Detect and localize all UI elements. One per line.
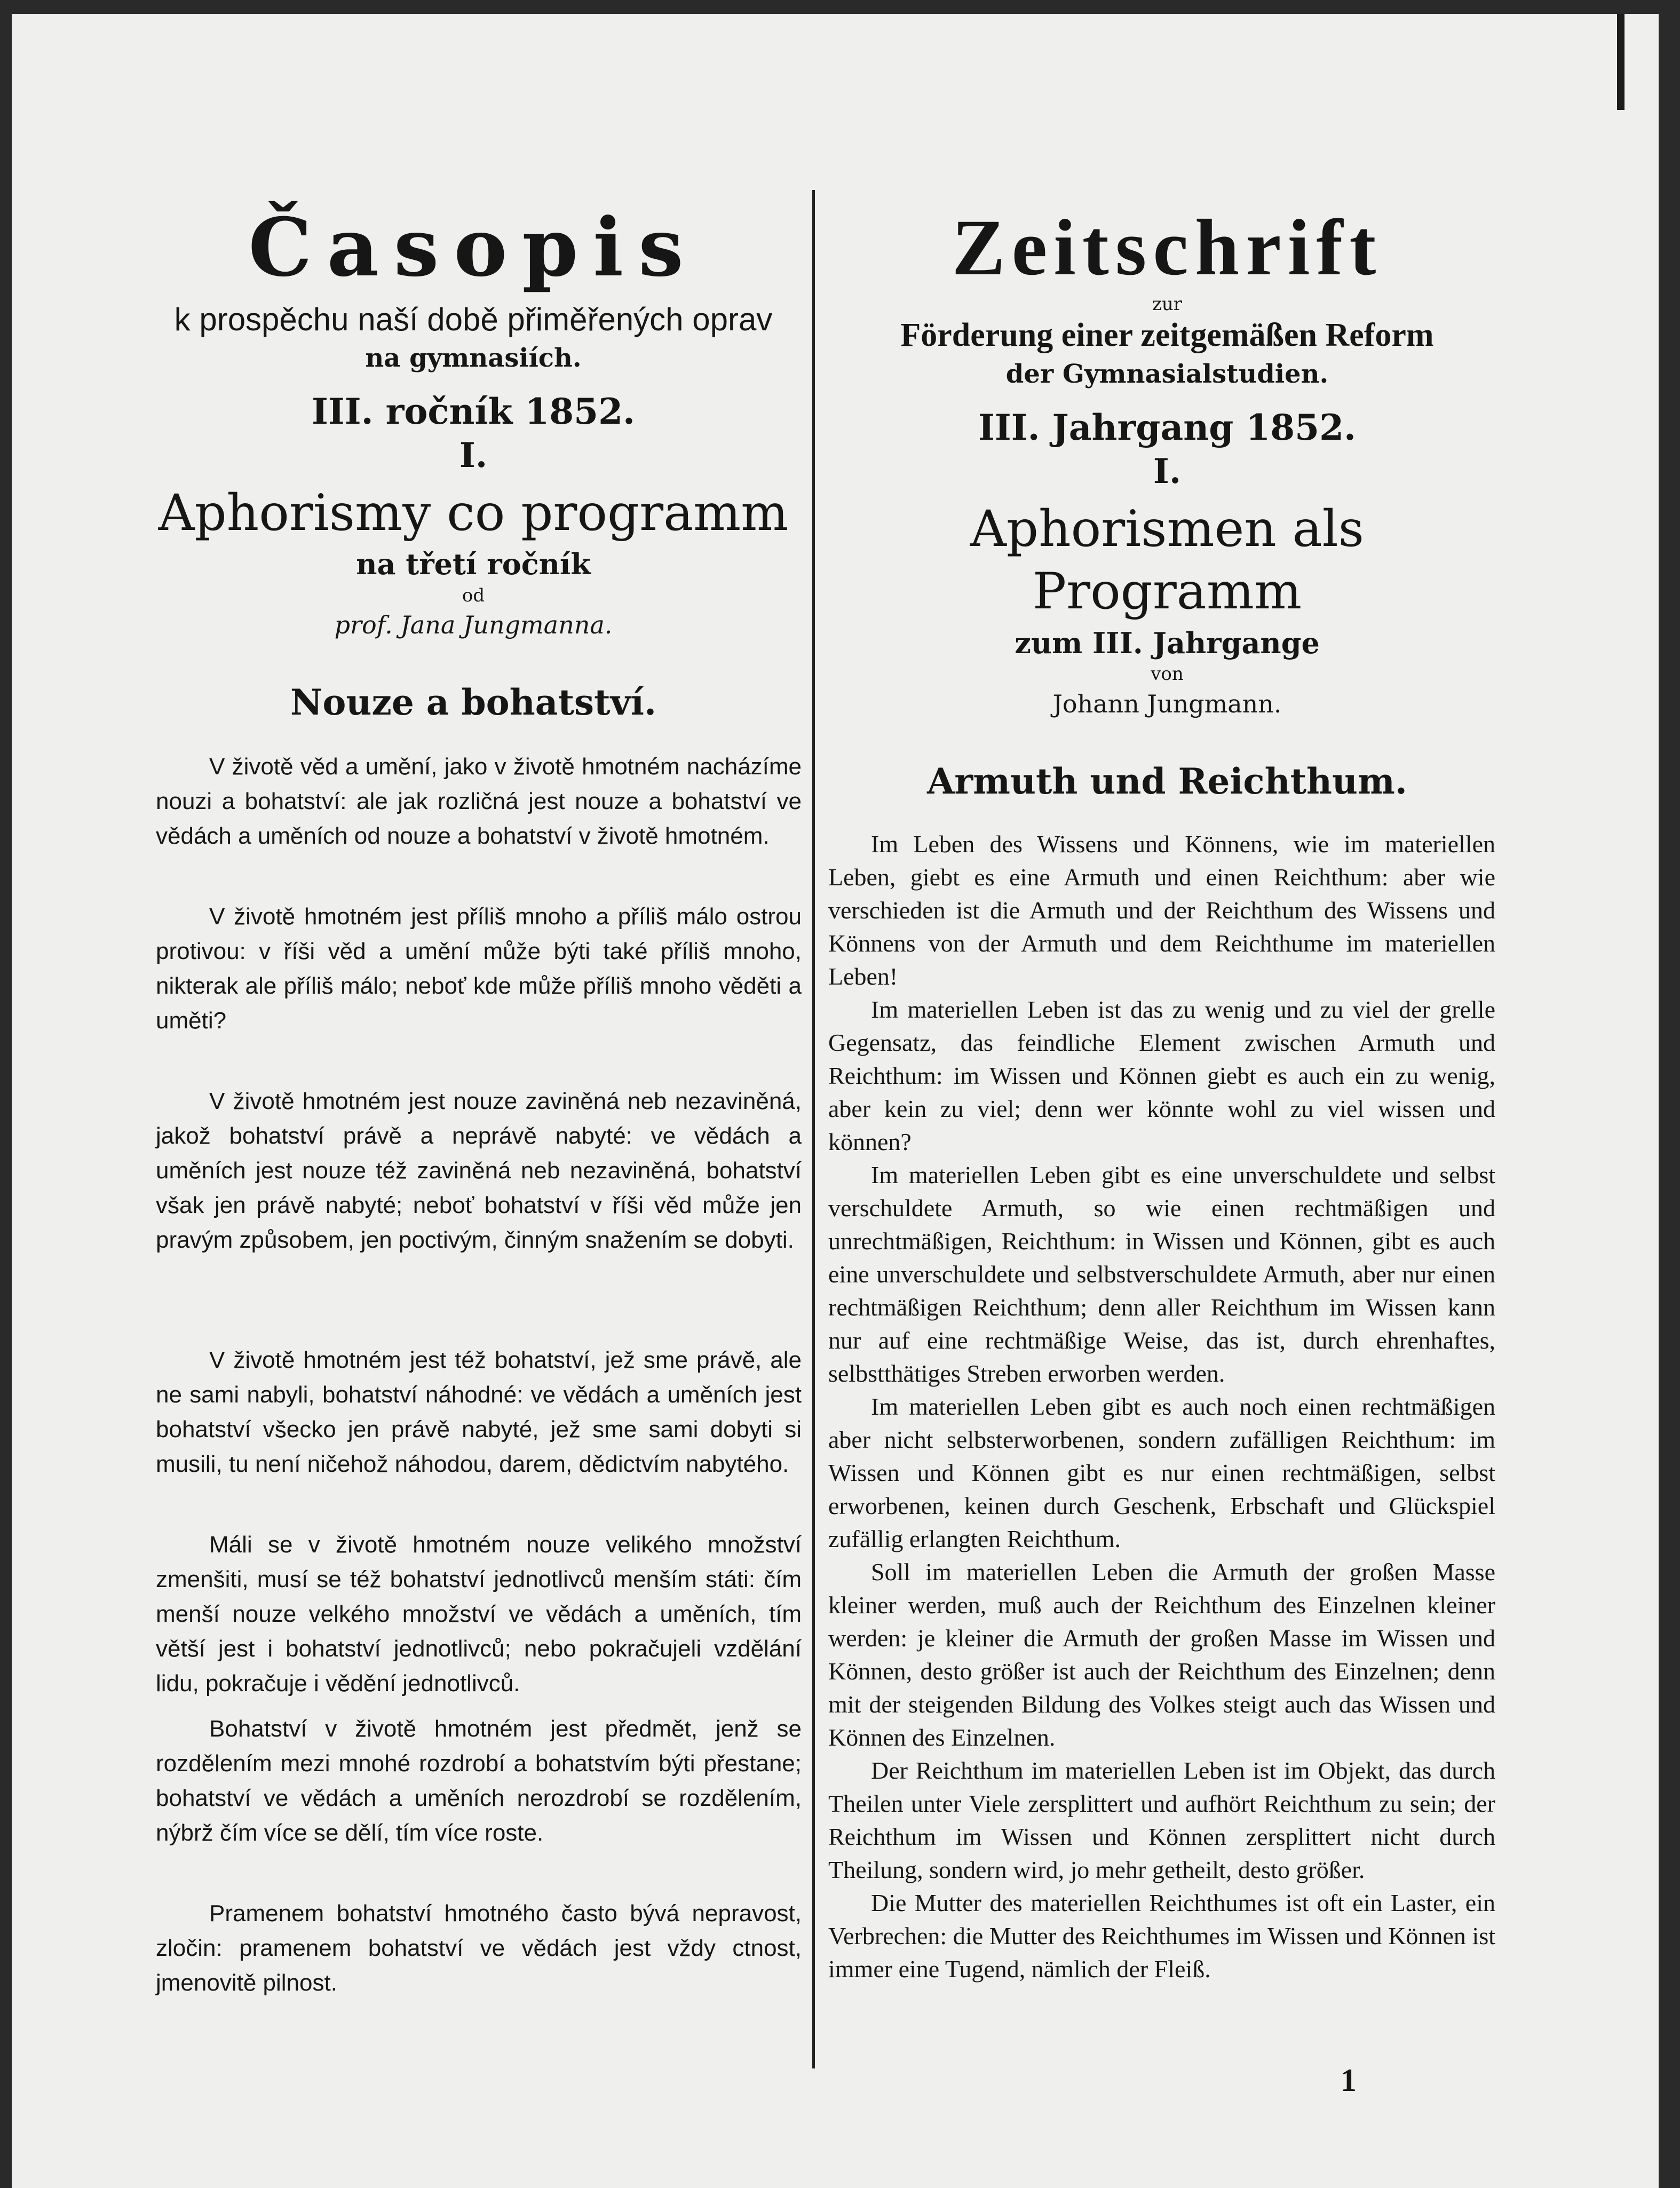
author-czech: prof. Jana Jungmanna. — [334, 611, 613, 640]
page-number: 1 — [1341, 2063, 1357, 2098]
paragraph: V životě hmotném jest nouze zaviněná neb nezaviněná, jakož bohatství právě a neprávě nabyté: ve vědách a uměních jest nouze též zaviněná neb nezaviněná, bohatství však jen právě nabyté; neboť bohatství v říši věd může jen pravým způsobem, jen poctivým, činným snažením se dobyti. — [156, 1088, 802, 1253]
article-title-czech: Aphorismy co programm — [158, 483, 789, 542]
scanned-page — [12, 14, 1659, 2188]
subtitle2-czech: na gymnasiích. — [365, 343, 582, 373]
von-german: von — [1151, 663, 1184, 685]
zur-german: zur — [1152, 293, 1183, 315]
od-czech: od — [462, 584, 485, 606]
section-title-czech: Nouze a bohatství. — [290, 681, 656, 723]
paragraph: Im materiellen Leben ist das zu wenig und zu viel der grelle Gegensatz, das feindliche Element zwischen Armuth und Reichthum: im Wissen und Können giebt es auch ein zu wenig, aber kein zu viel; denn wer könnte wohl zu viel wissen und können? — [828, 996, 1495, 1156]
article-subtitle-german: zum III. Jahrgange — [1015, 625, 1320, 660]
paragraph: Im materiellen Leben gibt es auch noch einen rechtmäßigen aber nicht selbsterworbenen, sondern zufälligen Reichthum: im Wissen und Können gibt es nur einen rechtmäßigen, selbst erworbenen, keinen durch Geschenk, Erbschaft und Glückspiel zufällig erlangten Reichthum. — [828, 1393, 1495, 1553]
german-column — [828, 203, 1506, 1986]
article-number-czech: I. — [459, 435, 488, 475]
volume-german: III. Jahrgang 1852. — [978, 406, 1357, 448]
author-german: Johann Jungmann. — [1052, 689, 1282, 719]
paragraph: Im Leben des Wissens und Könnens, wie im materiellen Leben, giebt es eine Armuth und einen Reichthum: aber wie verschieden ist die Armuth und der Reichthum des Wissens und Könnens von der Armuth und dem Reichthume im materiellen Leben! — [828, 830, 1495, 990]
masthead-german: Zeitschrift — [952, 203, 1383, 292]
paragraph: V životě věd a umění, jako v životě hmotném nacházíme nouzi a bohatství: ale jak rozličná jest nouze a bohatství ve vědách a uměních od nouze a bohatství v životě hmotném. — [156, 753, 802, 849]
paragraph: V životě hmotném jest též bohatství, jež sme právě, ale ne sami nabyli, bohatství náhodné: ve vědách a uměních jest bohatství všecko jen právě nabyté, jež sme sami dobyti si musili, tu není ničehož náhodou, darem, dědictvím nabytého. — [156, 1346, 802, 1477]
paragraph: Im materiellen Leben gibt es eine unverschuldete und selbst verschuldete Armuth, so wie einen rechtmäßigen und unrechtmäßigen, Reichthum: in Wissen und Können, gibt es auch eine unverschuldete und selbstverschuldete Armuth, aber nur einen rechtmäßigen Reichthum; denn aller Reichthum im Wissen kann nur auf eine rechtmäßige Weise, das ist, durch ehrenhaftes, selbstthätiges Streben erworben werden. — [828, 1161, 1495, 1388]
paragraph: Der Reichthum im materiellen Leben ist im Objekt, das durch Theilen unter Viele zersplittert und aufhört Reichthum zu sein; der Reichthum im Wissen und Können zersplittert nicht durch Theilung, sondern wird, jo mehr getheilt, desto größer. — [828, 1757, 1495, 1884]
article-title-german: Aphorismen als Programm — [970, 500, 1364, 621]
paragraph: Pramenem bohatství hmotného často bývá nepravost, zločin: pramenem bohatství ve vědách jest vždy ctnost, jmenovitě pilnost. — [156, 1900, 802, 1996]
paragraph: Bohatství v životě hmotném jest předmět, jenž se rozdělením mezi mnohé rozdrobí a bohatstvím býti přestane; bohatství ve vědách a uměních nerozdrobí se rozdělením, nýbrž čím více se dělí, tím více roste. — [156, 1715, 802, 1846]
section-title-german: Armuth und Reichthum. — [927, 760, 1407, 802]
volume-czech: III. ročník 1852. — [312, 390, 635, 432]
article-subtitle-czech: na třetí ročník — [356, 547, 591, 582]
paragraph: Máli se v životě hmotném nouze velikého množství zmenšiti, musí se též bohatství jednotlivců menším státi: čím menší nouze velkého množství ve vědách a uměních, tím větší jest i bohatství jednotlivců; nebo pokračujeli vzdělání lidu, pokračuje i vědění jednotlivců. — [156, 1531, 802, 1697]
paragraph: Die Mutter des materiellen Reichthumes ist oft ein Laster, ein Verbrechen: die Mutter des Reichthumes im Wissen und Können ist immer eine Tugend, nämlich der Fleiß. — [828, 1889, 1495, 1983]
subtitle2-german: der Gymnasialstudien. — [1005, 359, 1329, 389]
article-number-german: I. — [1153, 451, 1182, 492]
subtitle-czech: k prospěchu naší době přiměřených oprav — [174, 301, 773, 337]
paragraph: Soll im materiellen Leben die Armuth der großen Masse kleiner werden, muß auch der Reichthum des Einzelnen kleiner werden: je kleiner die Armuth der großen Masse im Wissen und Können, desto größer ist auch der Reichthum des Einzelnen; denn mit der steigenden Bildung des Volkes steigt auch das Wissen und Können des Einzelnen. — [828, 1558, 1495, 1751]
masthead-czech: Časopis — [248, 201, 699, 295]
column-divider — [812, 190, 815, 2068]
subtitle-german: Förderung einer zeitgemäßen Reform — [900, 317, 1434, 354]
edge-mark — [1617, 14, 1624, 110]
czech-column — [134, 201, 812, 2046]
paragraph: V životě hmotném jest příliš mnoho a příliš málo ostrou protivou: v říši věd a umění může býti také příliš mnoho, nikterak ale příliš málo; neboť kde může příliš mnoho věděti a uměti? — [156, 903, 802, 1034]
